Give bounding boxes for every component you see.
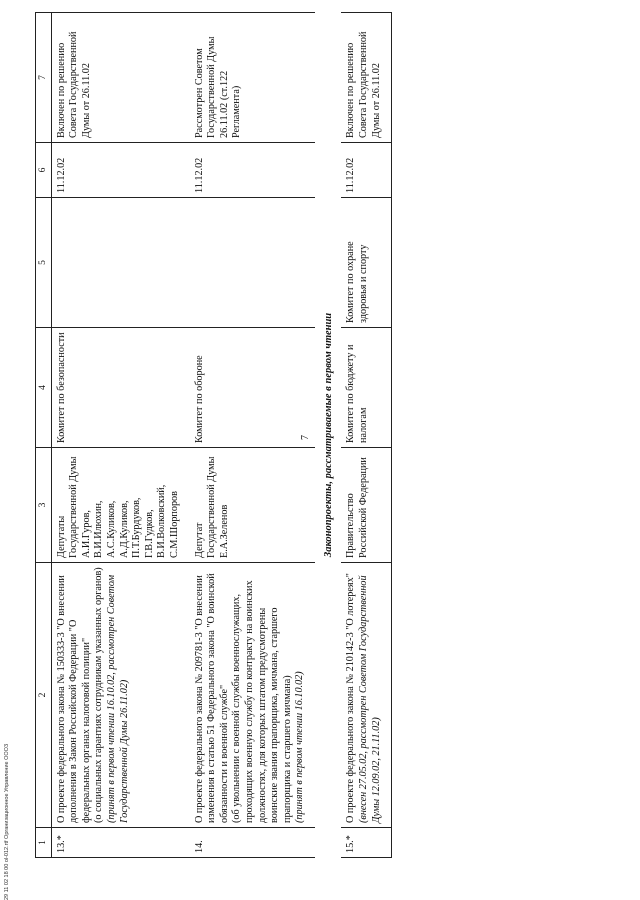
section-title: Законопроекты, рассматриваемые в первом чтении: [322, 312, 334, 558]
col-header-4: 4: [36, 328, 52, 448]
bill-title: О проекте федерального закона № 150333-3 "О внесении дополнения в Закон Российской Федерации "О федеральных органах налоговой полиции": [55, 575, 92, 823]
row-number: 15.*: [341, 828, 391, 858]
footer-text: 29 11 02 18 00 ol-012.rtf Организационное Управление ООО3: [4, 743, 10, 900]
table-row: [341, 13, 391, 858]
decision-cell: Рассмотрен Советом Государственной Думы 26.11.02 (ст.122 Регламента): [190, 13, 315, 143]
bill-note: (принят в первом чтении 16.10.02, рассмотрен Советом Государственной Думы 26.11.02): [105, 574, 130, 823]
date-cell: 11.12.02: [341, 143, 391, 198]
bill-description: (о социальных гарантиях сотрудникам указанных органов): [93, 567, 105, 823]
author-cell: Правительство Российской Федерации: [341, 448, 391, 563]
bill-description: (об увольнении с военной службы военнослужащих, проходящих военную службу по контракту на воинских должностях, для которых штатом предусмотрены воинские звания прапорщика, мичмана, старшего прапорщика и старшего мичмана): [231, 580, 293, 823]
table-row: [51, 13, 189, 858]
agenda-table: [35, 12, 392, 858]
date-cell: 11.12.02: [51, 143, 189, 198]
committee-cell: Комитет по безопасности: [51, 328, 189, 448]
table-row: [190, 13, 315, 858]
col-header-5: 5: [36, 198, 52, 328]
col-header-7: 7: [36, 13, 52, 143]
committee-cell: Комитет по обороне: [190, 328, 315, 448]
committee-cell: Комитет по бюджету и налогам: [341, 328, 391, 448]
agenda-table-rotated: [35, 13, 610, 858]
footer: [4, 700, 18, 900]
co-committee-cell: [51, 198, 189, 328]
bill-cell: [341, 563, 391, 828]
bill-note: (принят в первом чтении 16.10.02): [294, 671, 306, 823]
author-cell: Депутаты Государственной Думы А.И.Гуров, В.И.Илюхин, А.С.Куликов, А.Д.Куликов, П.Т.Бурдуков, Г.В.Гудков, В.И.Волковский, С.М.Шорпоров: [51, 448, 189, 563]
row-number: 14.: [190, 828, 315, 858]
table-header-row: [36, 13, 52, 858]
co-committee-cell: Комитет по охране здоровья и спорту: [341, 198, 391, 328]
bill-title: О проекте федерального закона № 209781-3 "О внесении изменения в статью 51 Федерального закона "О воинской обязанности и военной службе": [193, 573, 230, 823]
bill-cell: [190, 563, 315, 828]
bill-title: О проекте федерального закона № 210142-3 "О лотереях": [345, 573, 357, 823]
col-header-1: 1: [36, 828, 52, 858]
co-committee-cell: [190, 198, 315, 328]
author-cell: Депутат Государственной Думы Е.А.Зеленов: [190, 448, 315, 563]
bill-note: (внесен 27.05.02, рассмотрен Советом Государственной Думы 12.09.02, 21.11.02): [358, 575, 382, 823]
col-header-3: 3: [36, 448, 52, 563]
decision-cell: Включен по решению Совета Государственной Думы от 26.11.02: [341, 13, 391, 143]
page-number: 7: [300, 435, 311, 440]
row-number: 13.*: [51, 828, 189, 858]
col-header-6: 6: [36, 143, 52, 198]
col-header-2: 2: [36, 563, 52, 828]
bill-cell: [51, 563, 189, 828]
decision-cell: Включен по решению Совета Государственной Думы от 26.11.02: [51, 13, 189, 143]
section-row: [315, 13, 342, 858]
date-cell: 11.12.02: [190, 143, 315, 198]
